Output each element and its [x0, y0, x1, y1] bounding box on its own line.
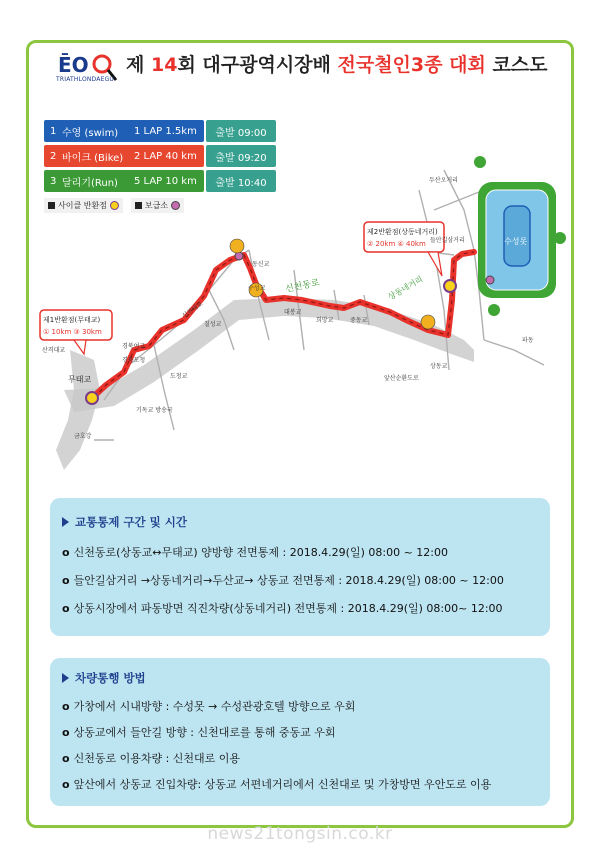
legend-row-run: 3 달리기(Run) 5 LAP 10 km 출발 10:40 [44, 170, 276, 192]
turnpoint-2-label: 제2반환점(상동네거리) [367, 228, 438, 236]
logo-text: TRIATHLONDAEGU [56, 76, 115, 83]
detour-item: o 가창에서 시내방향 : 수성못 → 수성관광호텔 방향으로 우회 [62, 700, 356, 713]
map-label: 앞산순환도로 [384, 375, 419, 382]
traffic-item: o 신천동로(상동교↔무태교) 양방향 전면통제 : 2018.4.29(일) 08:00 ~ 12:00 [62, 546, 448, 559]
traffic-item: o 들안길삼거리 →상동네거리→두산교→ 상동교 전면통제 : 2018.4.29(일) 08:00 ~ 12:00 [62, 574, 504, 587]
detour-box [50, 658, 550, 806]
place-suseongmot: 수성못 [504, 237, 528, 246]
river-west [56, 350, 100, 470]
map-label: 기독교 방송국 [136, 407, 173, 414]
map-label: 칠성교 [204, 321, 222, 328]
turnpoint-2-sub: ② 20km ④ 40km [367, 240, 426, 248]
map-label: 금호강 [74, 433, 92, 440]
turnpoint-1-icon [86, 392, 98, 404]
turnpoint-2-icon [444, 280, 456, 292]
triangle-bullet-icon [62, 673, 69, 683]
map-label: 산격대교 [42, 347, 66, 354]
map-label: 수성교 [248, 285, 266, 292]
map-label: 대봉교 [284, 309, 302, 316]
traffic-item: o 상동시장에서 파동방면 직진차량(상동네거리) 전면통제 : 2018.4.29(일) 08:00~ 12:00 [62, 602, 503, 615]
map-label: 중동교 [350, 317, 368, 324]
map-label: 상동교 [430, 363, 448, 370]
river [64, 298, 474, 412]
turnpoint-1-sub: ① 10km ③ 30km [43, 328, 102, 336]
road-label-sangdong: 상동네거리 [386, 274, 425, 302]
turnpoint-1-label: 제1반환점(무태교) [43, 316, 101, 324]
legend-key-turnpoint: 사이클 반환점 [44, 198, 123, 213]
page-title: 제 14회 대구광역시장배 전국철인3종 대회 코스도 [126, 54, 548, 76]
map-label: 두산오거리 [429, 177, 458, 184]
watermark: news21tongsin.co.kr [207, 824, 393, 844]
place-mutae: 무태교 [68, 375, 92, 384]
legend-row-bike: 2 바이크 (Bike) 2 LAP 40 km 출발 09:20 [44, 145, 276, 167]
course-map [34, 150, 570, 480]
detour-item: o 상동교에서 들안길 방향 : 신천대로를 통해 중동교 우회 [62, 726, 336, 739]
map-label: 동신교 [252, 261, 270, 268]
triangle-bullet-icon [62, 517, 69, 527]
detour-item: o 앞산에서 상동교 진입차량: 상동교 서편네거리에서 신천대로 및 가창방면 우안도로 이용 [62, 778, 492, 791]
road-label-shincheon: 신천동로 [284, 277, 321, 295]
traffic-control-box [50, 498, 550, 636]
map-label: 경북여고 [122, 343, 146, 350]
triathlon-logo-icon [56, 48, 118, 90]
map-label: 파동 [522, 337, 534, 344]
map-label: 신천대교 [181, 300, 205, 320]
legend-key-water: 보급소 [131, 198, 184, 213]
detour-title: 차량통행 방법 [75, 671, 146, 685]
map-label: 희망교 [316, 317, 334, 324]
traffic-title: 교통통제 구간 및 시간 [75, 515, 187, 529]
map-label: 들안길삼거리 [430, 237, 465, 244]
svg-text:ĒO: ĒO [58, 53, 89, 77]
map-label: 도청교 [170, 373, 188, 380]
detour-item: o 신천동로 이용차량 : 신천대로 이용 [62, 752, 241, 765]
map-label: 경북도청 [122, 357, 146, 364]
legend-row-swim: 1 수영 (swim) 1 LAP 1.5km 출발 09:00 [44, 120, 276, 142]
water-station-icon [486, 276, 494, 284]
header [56, 44, 548, 94]
